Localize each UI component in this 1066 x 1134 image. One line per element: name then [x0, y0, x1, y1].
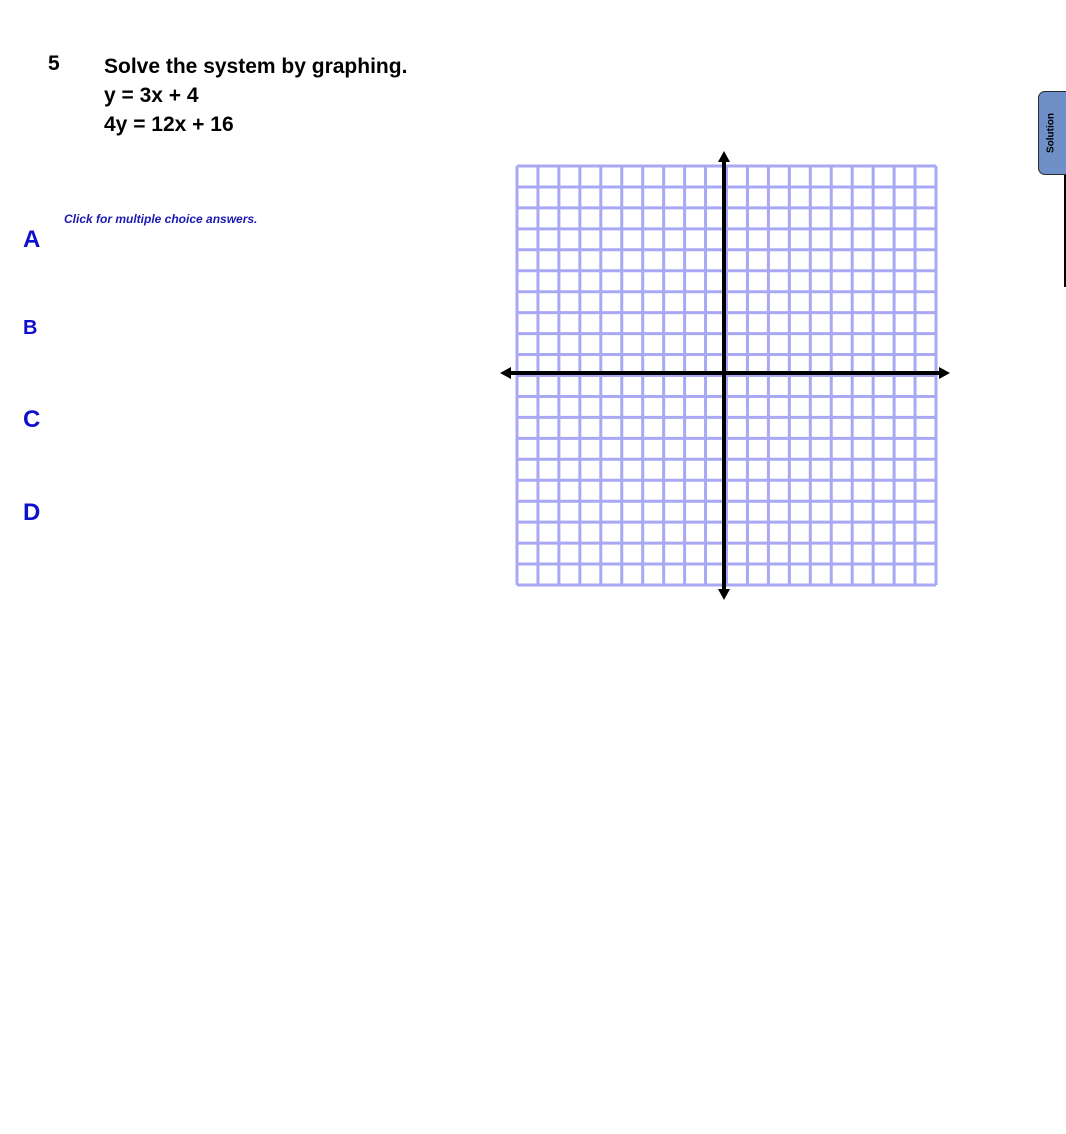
equation-1: y = 3x + 4 [104, 84, 199, 107]
y-axis-bottom-arrow [718, 589, 730, 600]
choice-d[interactable]: D [23, 499, 41, 526]
x-axis-right-arrow [939, 367, 950, 379]
choice-a[interactable]: A [23, 226, 41, 253]
y-axis-top-arrow [718, 151, 730, 162]
multiple-choice-hint[interactable]: Click for multiple choice answers. [64, 212, 258, 226]
grid-lines [517, 166, 936, 585]
x-axis-left-arrow [500, 367, 511, 379]
question-prompt: Solve the system by graphing. [104, 55, 408, 78]
solution-tab[interactable] [1038, 91, 1066, 175]
choice-c[interactable]: C [23, 406, 41, 433]
question-number: 5 [48, 52, 60, 75]
equation-2: 4y = 12x + 16 [104, 113, 234, 136]
solution-tab-label: Solution [1045, 113, 1057, 153]
choice-b[interactable]: B [23, 317, 38, 339]
